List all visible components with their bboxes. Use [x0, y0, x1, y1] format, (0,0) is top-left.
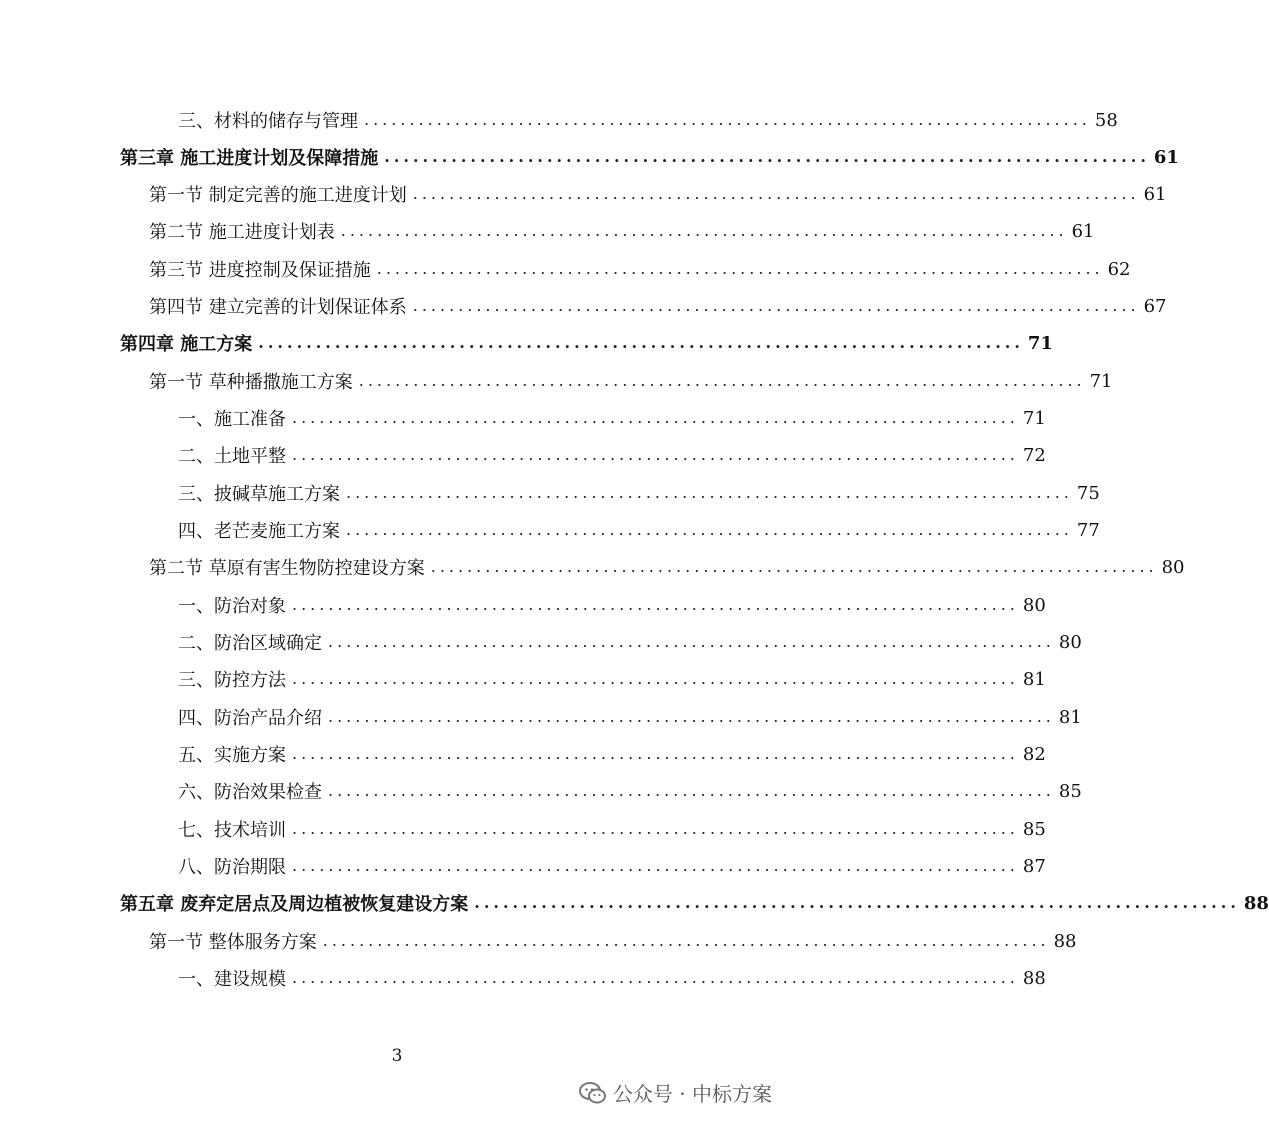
toc-entry	[178, 478, 1100, 508]
toc-entry	[149, 366, 1113, 396]
toc-leader-dots: ................................................................................	[328, 707, 1055, 726]
toc-entry-page: 87	[1022, 855, 1046, 877]
toc-entry-label: 二、防治区域确定	[178, 633, 322, 654]
toc-entry-page: 61	[1071, 220, 1095, 242]
toc-entry-page: 81	[1058, 706, 1082, 728]
toc-entry-page: 71	[1089, 370, 1113, 392]
toc-leader-dots: ................................................................................	[322, 931, 1050, 950]
toc-leader-dots: ................................................................................	[364, 110, 1091, 129]
toc-leader-dots: ................................................................................	[412, 296, 1140, 315]
toc-leader-dots: ................................................................................	[346, 483, 1073, 502]
toc-leader-dots: ................................................................................	[340, 221, 1068, 240]
toc-entry	[178, 627, 1082, 657]
toc-leader-dots: ................................................................................	[376, 259, 1104, 278]
toc-entry-label: 六、防治效果检查	[178, 782, 322, 803]
toc-entry	[178, 515, 1100, 545]
toc-entry-page: 61	[1143, 183, 1167, 205]
toc-entry-page: 72	[1022, 444, 1046, 466]
toc-entry-page: 61	[1153, 146, 1179, 168]
watermark-text: 公众号 · 中标方案	[612, 1082, 772, 1106]
toc-chapter	[120, 142, 1179, 172]
toc-entry	[178, 739, 1046, 769]
toc-leader-dots: ................................................................................	[328, 781, 1055, 800]
toc-entry-label: 一、防治对象	[178, 596, 286, 617]
toc-entry	[178, 814, 1046, 844]
toc-leader-dots: ................................................................................	[292, 595, 1019, 614]
toc-entry-page: 88	[1022, 967, 1046, 989]
toc-entry	[149, 179, 1167, 209]
toc-entry-page: 77	[1076, 519, 1100, 541]
toc-leader-dots: ................................................................................	[258, 333, 1024, 352]
toc-entry	[149, 926, 1077, 956]
toc-entry	[149, 254, 1131, 284]
toc-entry-page: 88	[1243, 892, 1269, 914]
toc-leader-dots: ................................................................................	[292, 819, 1019, 838]
toc-entry-label: 第四节 建立完善的计划保证体系	[149, 297, 407, 318]
toc-entry-label: 第三节 进度控制及保证措施	[149, 260, 371, 281]
toc-entry	[178, 851, 1046, 881]
toc-entry-label: 三、防控方法	[178, 670, 286, 691]
toc-entry-label: 四、老芒麦施工方案	[178, 521, 340, 542]
toc-leader-dots: ................................................................................	[474, 893, 1240, 912]
toc-entry-label: 一、施工准备	[178, 409, 286, 430]
toc-leader-dots: ................................................................................	[292, 669, 1019, 688]
toc-leader-dots: ................................................................................	[292, 744, 1019, 763]
toc-entry-page: 81	[1022, 668, 1046, 690]
toc-leader-dots: ................................................................................	[346, 520, 1073, 539]
toc-entry-page: 88	[1053, 930, 1077, 952]
toc-entry-page: 82	[1022, 743, 1046, 765]
toc-entry-label: 二、土地平整	[178, 446, 286, 467]
toc-entry-page: 75	[1076, 482, 1100, 504]
toc-chapter	[120, 888, 1269, 918]
toc-entry-label: 七、技术培训	[178, 820, 286, 841]
page-number: 3	[391, 1046, 403, 1066]
toc-chapter	[120, 328, 1053, 358]
toc-entry-page: 85	[1058, 780, 1082, 802]
toc-entry-label: 第四章 施工方案	[120, 334, 253, 355]
toc-entry-label: 第一节 制定完善的施工进度计划	[149, 185, 407, 206]
toc-entry-label: 第二节 施工进度计划表	[149, 222, 335, 243]
toc-entry	[149, 552, 1185, 582]
toc-entry-page: 71	[1022, 407, 1046, 429]
toc-entry-label: 第三章 施工进度计划及保障措施	[120, 148, 379, 169]
toc-entry-label: 八、防治期限	[178, 857, 286, 878]
toc-entry	[178, 403, 1046, 433]
toc-entry-page: 80	[1058, 631, 1082, 653]
toc-leader-dots: ................................................................................	[292, 408, 1019, 427]
toc-entry-page: 58	[1094, 109, 1118, 131]
toc-leader-dots: ................................................................................	[412, 184, 1140, 203]
toc-leader-dots: ................................................................................	[358, 371, 1086, 390]
toc-entry-label: 四、防治产品介绍	[178, 708, 322, 729]
toc-leader-dots: ................................................................................	[292, 445, 1019, 464]
toc-entry-label: 一、建设规模	[178, 969, 286, 990]
toc-leader-dots: ................................................................................	[292, 968, 1019, 987]
toc-entry-label: 三、披碱草施工方案	[178, 484, 340, 505]
watermark	[579, 1078, 772, 1107]
toc-leader-dots: ................................................................................	[328, 632, 1055, 651]
toc-entry-page: 80	[1161, 556, 1185, 578]
toc-entry-label: 第五章 废弃定居点及周边植被恢复建设方案	[120, 894, 469, 915]
toc-entry	[149, 216, 1095, 246]
toc-entry-label: 三、材料的储存与管理	[178, 111, 358, 132]
toc-entry-page: 71	[1027, 332, 1053, 354]
toc-entry-page: 62	[1107, 258, 1131, 280]
toc-entry-page: 80	[1022, 594, 1046, 616]
toc-leader-dots: ................................................................................	[430, 557, 1158, 576]
wechat-icon	[579, 1082, 607, 1104]
toc-entry	[178, 702, 1082, 732]
toc-entry	[178, 776, 1082, 806]
toc-entry-label: 五、实施方案	[178, 745, 286, 766]
toc-entry-label: 第一节 草种播撒施工方案	[149, 372, 353, 393]
toc-entry	[178, 440, 1046, 470]
toc-entry-label: 第二节 草原有害生物防控建设方案	[149, 558, 425, 579]
toc-entry	[178, 664, 1046, 694]
toc-entry-page: 67	[1143, 295, 1167, 317]
toc-entry-page: 85	[1022, 818, 1046, 840]
toc-leader-dots: ................................................................................	[384, 147, 1150, 166]
toc-entry	[149, 291, 1167, 321]
toc-entry	[178, 105, 1118, 135]
toc-entry	[178, 963, 1046, 993]
toc-entry-label: 第一节 整体服务方案	[149, 932, 317, 953]
toc-entry	[178, 590, 1046, 620]
toc-leader-dots: ................................................................................	[292, 856, 1019, 875]
